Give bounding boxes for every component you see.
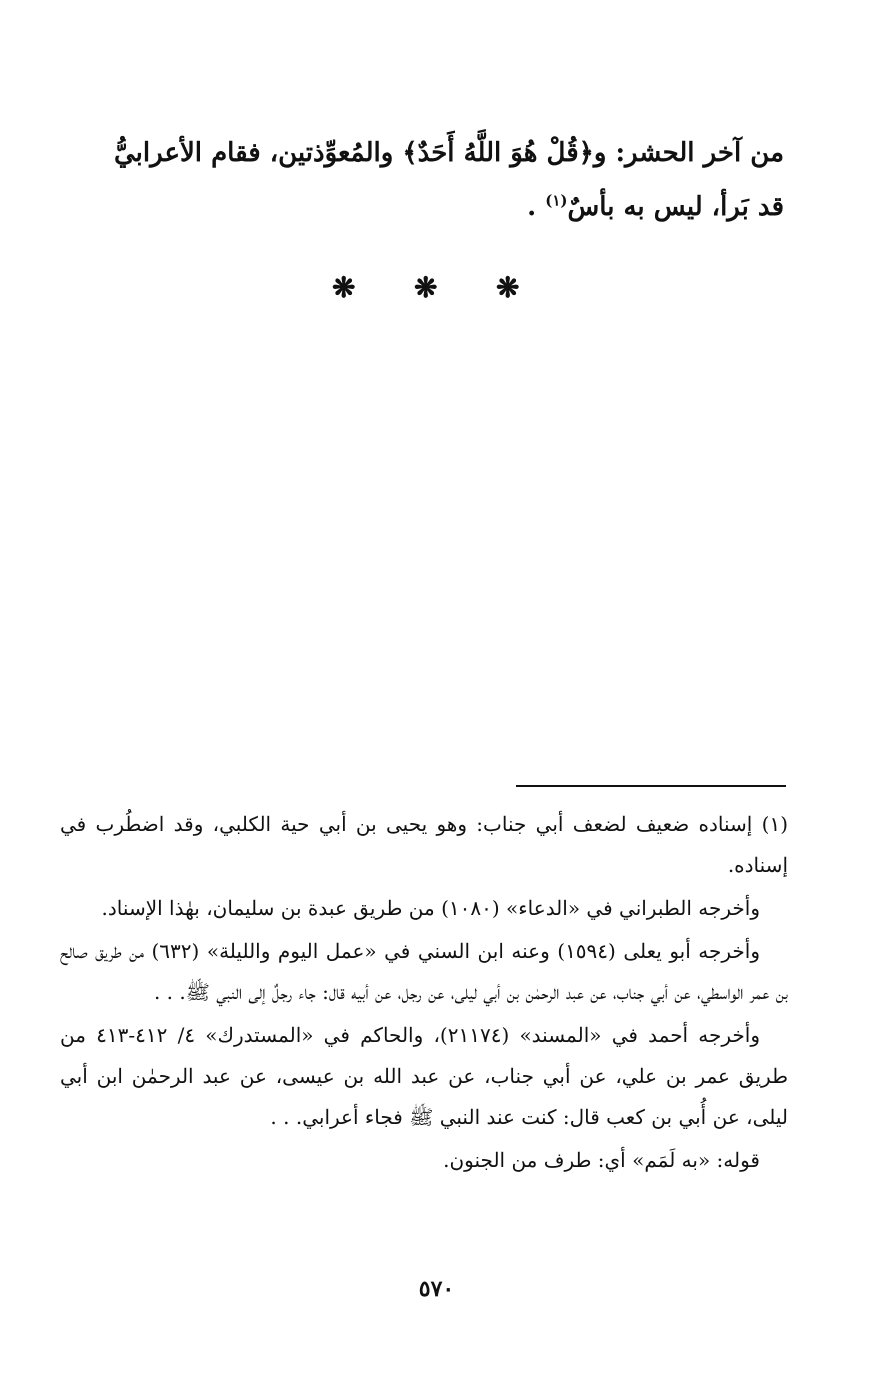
footnote-divider: [516, 785, 786, 787]
page-number: ٥٧٠: [418, 1276, 455, 1302]
footnote-1: (١) إسناده ضعيف لضعف أبي جناب: وهو يحيى بن أبي حية الكلبي، وقد اضطُرب في إسناده.: [60, 812, 788, 877]
separator-star: ❋: [414, 271, 438, 304]
main-text-line-1: من آخر الحشر: و﴿قُلْ هُوَ اللَّهُ أَحَدٌ﴾ والمُعوِّذتين، فقام الأعرابيُّ: [113, 138, 784, 168]
footnote-paragraph: وأخرجه أبو يعلى (١٥٩٤) وعنه ابن السني في «عمل اليوم والليلة» (٦٣٢) من طريق صالح بن عمر الواسطي، عن أبي جناب، عن عبد الرحمٰن بن أبي ليلى، عن رجل، عن أبيه قال: جاء رجلٌ إلى النبي ﷺ. . .: [60, 939, 788, 1004]
main-text-line-2: [58, 180, 784, 234]
footnote-paragraph: وأخرجه الطبراني في «الدعاء» (١٠٨٠) من طريق عبدة بن سليمان، بهٰذا الإسناد.: [101, 896, 760, 920]
footnote-paragraph: قوله: «به لَمَم» أي: طرف من الجنون.: [443, 1148, 760, 1172]
footnotes-block: [60, 804, 788, 1183]
main-text-block: [58, 126, 784, 234]
separator-star: ❋: [332, 271, 356, 304]
main-text-end-mark: .: [527, 192, 537, 222]
footnote-paragraph: وأخرجه أحمد في «المسند» (٢١١٧٤)، والحاكم في «المستدرك» ٤/ ٤١٢-٤١٣ من طريق عمر بن علي، عن أبي جناب، عن عبد الله بن عيسى، عن عبد الرحمٰن ابن أبي ليلى، عن أُبي بن كعب قال: كنت عند النبي ﷺ فجاء أعرابي. . .: [60, 1023, 788, 1129]
footnote-reference: (١): [545, 191, 568, 210]
main-text-line-2-content: قد بَرأ، ليس به بأسٌ: [567, 192, 784, 222]
section-separator: [0, 268, 873, 308]
separator-star: ❋: [496, 271, 520, 304]
